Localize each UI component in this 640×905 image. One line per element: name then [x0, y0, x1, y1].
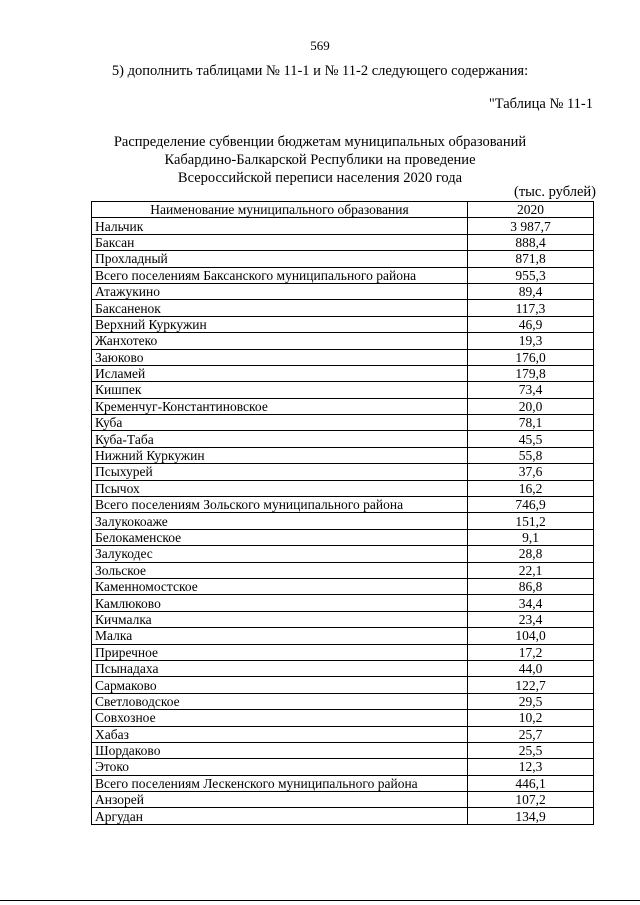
table-body [92, 218, 594, 824]
municipality-name: Псыхурей [92, 464, 468, 480]
table-row [92, 742, 594, 758]
subvention-value: 134,9 [468, 808, 594, 824]
municipality-name: Нижний Куркужин [92, 447, 468, 463]
subvention-value: 28,8 [468, 546, 594, 562]
table-row [92, 562, 594, 578]
municipality-name: Баксан [92, 234, 468, 250]
units-label: (тыс. рублей) [514, 184, 596, 200]
subvention-value: 955,3 [468, 267, 594, 283]
municipality-name: Аргудан [92, 808, 468, 824]
subvention-value: 16,2 [468, 480, 594, 496]
municipality-name: Баксаненок [92, 300, 468, 316]
table-row [92, 628, 594, 644]
table-row [92, 251, 594, 267]
table-row [92, 234, 594, 250]
municipality-name: Верхний Куркужин [92, 316, 468, 332]
subvention-value: 104,0 [468, 628, 594, 644]
table-row [92, 546, 594, 562]
municipality-name: Белокаменское [92, 529, 468, 545]
table-row [92, 644, 594, 660]
subvention-value: 3 987,7 [468, 218, 594, 234]
table-row [92, 267, 594, 283]
municipality-name: Нальчик [92, 218, 468, 234]
subvention-value: 78,1 [468, 415, 594, 431]
table-row [92, 447, 594, 463]
table-row [92, 595, 594, 611]
table-row [92, 382, 594, 398]
subvention-value: 107,2 [468, 792, 594, 808]
page-number: 569 [310, 38, 330, 53]
municipality-name: Этоко [92, 759, 468, 775]
municipality-name: Совхозное [92, 710, 468, 726]
municipality-name: Залукодес [92, 546, 468, 562]
municipality-name: Светловодское [92, 693, 468, 709]
subvention-value: 29,5 [468, 693, 594, 709]
table-row [92, 759, 594, 775]
municipality-name: Кишпек [92, 382, 468, 398]
municipality-name: Псычох [92, 480, 468, 496]
table-label: "Таблица № 11-1 [488, 96, 593, 112]
table-row [92, 693, 594, 709]
municipality-name: Куба-Таба [92, 431, 468, 447]
table-title [0, 133, 640, 187]
table-row [92, 365, 594, 381]
table-row [92, 316, 594, 332]
table-row [92, 578, 594, 594]
municipality-name: Анзорей [92, 792, 468, 808]
subvention-value: 179,8 [468, 365, 594, 381]
municipality-name: Псынадаха [92, 660, 468, 676]
table-row [92, 333, 594, 349]
table-row [92, 611, 594, 627]
intro-text: 5) дополнить таблицами № 11-1 и № 11-2 следующего содержания: [111, 63, 529, 79]
table-row [92, 398, 594, 414]
table-row [92, 480, 594, 496]
table-row [92, 464, 594, 480]
municipality-name: Каменномостское [92, 578, 468, 594]
municipality-name: Атажукино [92, 283, 468, 299]
municipality-name: Хабаз [92, 726, 468, 742]
municipality-name: Исламей [92, 365, 468, 381]
table-row [92, 431, 594, 447]
subvention-value: 73,4 [468, 382, 594, 398]
municipality-name: Залукокоаже [92, 513, 468, 529]
table-row [92, 529, 594, 545]
table-row [92, 415, 594, 431]
table-row [92, 710, 594, 726]
municipality-name: Приречное [92, 644, 468, 660]
table-row [92, 283, 594, 299]
title-line: Кабардино-Балкарской Республики на проведение [164, 152, 476, 168]
subvention-value: 22,1 [468, 562, 594, 578]
municipality-name: Малка [92, 628, 468, 644]
municipality-name: Всего поселениям Зольского муниципального района [92, 497, 468, 513]
subvention-value: 89,4 [468, 283, 594, 299]
subvention-value: 55,8 [468, 447, 594, 463]
subvention-value: 9,1 [468, 529, 594, 545]
municipality-name: Шордаково [92, 742, 468, 758]
municipality-name: Всего поселениям Лескенского муниципального района [92, 775, 468, 791]
table-row [92, 300, 594, 316]
table-row [92, 677, 594, 693]
municipality-name: Всего поселениям Баксанского муниципального района [92, 267, 468, 283]
bottom-rule [0, 900, 640, 901]
subvention-value: 122,7 [468, 677, 594, 693]
subvention-value: 44,0 [468, 660, 594, 676]
subvention-table [91, 201, 594, 825]
subvention-value: 23,4 [468, 611, 594, 627]
subvention-value: 17,2 [468, 644, 594, 660]
table-header-row [92, 202, 594, 218]
municipality-name: Кременчуг-Константиновское [92, 398, 468, 414]
table-row [92, 726, 594, 742]
subvention-value: 86,8 [468, 578, 594, 594]
municipality-name: Зольское [92, 562, 468, 578]
title-line: Распределение субвенции бюджетам муниципальных образований [113, 134, 527, 150]
municipality-name: Прохладный [92, 251, 468, 267]
municipality-name: Жанхотеко [92, 333, 468, 349]
municipality-name: Кичмалка [92, 611, 468, 627]
subvention-value: 176,0 [468, 349, 594, 365]
subvention-value: 45,5 [468, 431, 594, 447]
subvention-value: 12,3 [468, 759, 594, 775]
table-row [92, 775, 594, 791]
subvention-value: 25,5 [468, 742, 594, 758]
subvention-value: 19,3 [468, 333, 594, 349]
subvention-value: 117,3 [468, 300, 594, 316]
title-line: Всероссийской переписи населения 2020 года [177, 170, 463, 186]
table-row [92, 513, 594, 529]
table-row [92, 218, 594, 234]
municipality-name: Заюково [92, 349, 468, 365]
municipality-name: Камлюково [92, 595, 468, 611]
table-row [92, 808, 594, 824]
table-row [92, 497, 594, 513]
subvention-value: 746,9 [468, 497, 594, 513]
subvention-value: 46,9 [468, 316, 594, 332]
subvention-value: 10,2 [468, 710, 594, 726]
subvention-value: 25,7 [468, 726, 594, 742]
table-row [92, 349, 594, 365]
table-row [92, 660, 594, 676]
subvention-value: 151,2 [468, 513, 594, 529]
subvention-value: 871,8 [468, 251, 594, 267]
subvention-value: 34,4 [468, 595, 594, 611]
subvention-value: 37,6 [468, 464, 594, 480]
subvention-value: 888,4 [468, 234, 594, 250]
municipality-name: Куба [92, 415, 468, 431]
subvention-value: 446,1 [468, 775, 594, 791]
header-name: Наименование муниципального образования [92, 202, 468, 218]
header-year: 2020 [468, 202, 594, 218]
table-row [92, 792, 594, 808]
municipality-name: Сармаково [92, 677, 468, 693]
subvention-value: 20,0 [468, 398, 594, 414]
